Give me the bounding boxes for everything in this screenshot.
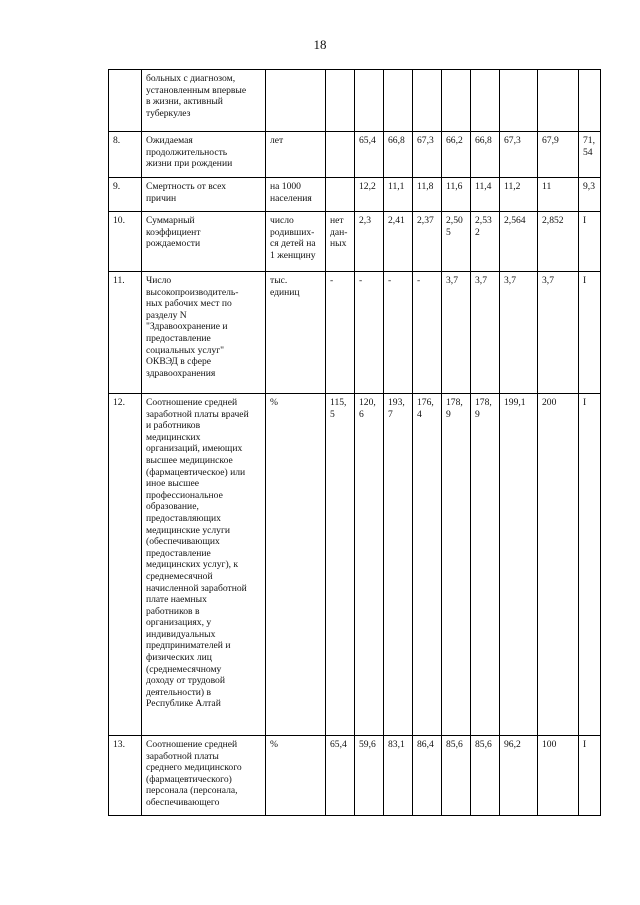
base-value-cell: 115, 5: [326, 394, 355, 736]
year-value-cell: I: [579, 212, 601, 272]
year-value-cell: [500, 70, 538, 132]
year-value-cell: 66,2: [442, 132, 471, 178]
table-row: [109, 736, 601, 816]
year-value-cell: 11,8: [413, 178, 442, 212]
page-number: 18: [313, 37, 327, 52]
base-value-cell: 65,4: [326, 736, 355, 816]
base-value-cell: [326, 178, 355, 212]
year-value-cell: 67,9: [538, 132, 579, 178]
unit-cell: тыс. единиц: [266, 272, 326, 394]
year-value-cell: 3,7: [538, 272, 579, 394]
indicator-name-cell: Ожидаемая продолжительность жизни при рождении: [142, 132, 266, 178]
year-value-cell: 199,1: [500, 394, 538, 736]
year-value-cell: [355, 70, 384, 132]
base-value-cell: нет дан- ных: [326, 212, 355, 272]
year-value-cell: 120, 6: [355, 394, 384, 736]
row-number-cell: 10.: [109, 212, 142, 272]
row-number-cell: 13.: [109, 736, 142, 816]
year-value-cell: 2,41: [384, 212, 413, 272]
indicator-name-cell: Число высокопроизводитель- ных рабочих мест по разделу N "Здравоохранение и предоставление социальных услуг" ОКВЭД в сфере здравоохранения: [142, 272, 266, 394]
year-value-cell: [579, 70, 601, 132]
year-value-cell: 178, 9: [471, 394, 500, 736]
base-value-cell: [326, 132, 355, 178]
row-number-cell: [109, 70, 142, 132]
table-row: [109, 178, 601, 212]
year-value-cell: 178, 9: [442, 394, 471, 736]
unit-cell: %: [266, 394, 326, 736]
base-value-cell: -: [326, 272, 355, 394]
year-value-cell: 2,564: [500, 212, 538, 272]
year-value-cell: 85,6: [442, 736, 471, 816]
year-value-cell: 100: [538, 736, 579, 816]
year-value-cell: [538, 70, 579, 132]
year-value-cell: 65,4: [355, 132, 384, 178]
year-value-cell: 96,2: [500, 736, 538, 816]
table-row: [109, 70, 601, 132]
indicator-name-cell: Суммарный коэффициент рождаемости: [142, 212, 266, 272]
year-value-cell: 3,7: [442, 272, 471, 394]
row-number-cell: 11.: [109, 272, 142, 394]
year-value-cell: 11: [538, 178, 579, 212]
year-value-cell: 67,3: [500, 132, 538, 178]
year-value-cell: 193, 7: [384, 394, 413, 736]
year-value-cell: I: [579, 394, 601, 736]
year-value-cell: 9,3: [579, 178, 601, 212]
row-number-cell: 9.: [109, 178, 142, 212]
year-value-cell: 12,2: [355, 178, 384, 212]
table-row: [109, 212, 601, 272]
year-value-cell: 200: [538, 394, 579, 736]
year-value-cell: I: [579, 272, 601, 394]
indicator-name-cell: Соотношение средней заработной платы врачей и работников медицинских организаций, имеющих высшее медицинское (фармацевтическое) или иное высшее профессиональное образование, предоставляющих медицинские услуги (обеспечивающих предоставление медицинских услуг), к среднемесячной начисленной заработной плате наемных работников в организациях, у индивидуальных предпринимателей и физических лиц (среднемесячному доходу от трудовой деятельности) в Республике Алтай: [142, 394, 266, 736]
year-value-cell: 3,7: [471, 272, 500, 394]
year-value-cell: 2,50 5: [442, 212, 471, 272]
indicator-name-cell: Соотношение средней заработной платы среднего медицинского (фармацевтического) персонала (персонала, обеспечивающего: [142, 736, 266, 816]
unit-cell: %: [266, 736, 326, 816]
year-value-cell: 11,4: [471, 178, 500, 212]
year-value-cell: [471, 70, 500, 132]
year-value-cell: 59,6: [355, 736, 384, 816]
row-number-cell: 8.: [109, 132, 142, 178]
row-number-cell: 12.: [109, 394, 142, 736]
year-value-cell: 83,1: [384, 736, 413, 816]
year-value-cell: 11,1: [384, 178, 413, 212]
year-value-cell: 3,7: [500, 272, 538, 394]
unit-cell: на 1000 населения: [266, 178, 326, 212]
year-value-cell: 71,54: [579, 132, 601, 178]
table-row: [109, 394, 601, 736]
year-value-cell: 2,37: [413, 212, 442, 272]
year-value-cell: 11,2: [500, 178, 538, 212]
year-value-cell: 66,8: [471, 132, 500, 178]
base-value-cell: [326, 70, 355, 132]
year-value-cell: 86,4: [413, 736, 442, 816]
year-value-cell: 176, 4: [413, 394, 442, 736]
year-value-cell: [442, 70, 471, 132]
table-row: [109, 272, 601, 394]
year-value-cell: 2,3: [355, 212, 384, 272]
indicators-table: [108, 69, 601, 816]
unit-cell: число родивших- ся детей на 1 женщину: [266, 212, 326, 272]
year-value-cell: I: [579, 736, 601, 816]
year-value-cell: -: [355, 272, 384, 394]
year-value-cell: 2,852: [538, 212, 579, 272]
year-value-cell: 11,6: [442, 178, 471, 212]
year-value-cell: -: [384, 272, 413, 394]
unit-cell: лет: [266, 132, 326, 178]
year-value-cell: 85,6: [471, 736, 500, 816]
unit-cell: [266, 70, 326, 132]
year-value-cell: [413, 70, 442, 132]
year-value-cell: 2,53 2: [471, 212, 500, 272]
year-value-cell: [384, 70, 413, 132]
indicator-name-cell: больных с диагнозом, установленным впервые в жизни, активный туберкулез: [142, 70, 266, 132]
year-value-cell: -: [413, 272, 442, 394]
year-value-cell: 66,8: [384, 132, 413, 178]
year-value-cell: 67,3: [413, 132, 442, 178]
indicator-name-cell: Смертность от всех причин: [142, 178, 266, 212]
table-row: [109, 132, 601, 178]
